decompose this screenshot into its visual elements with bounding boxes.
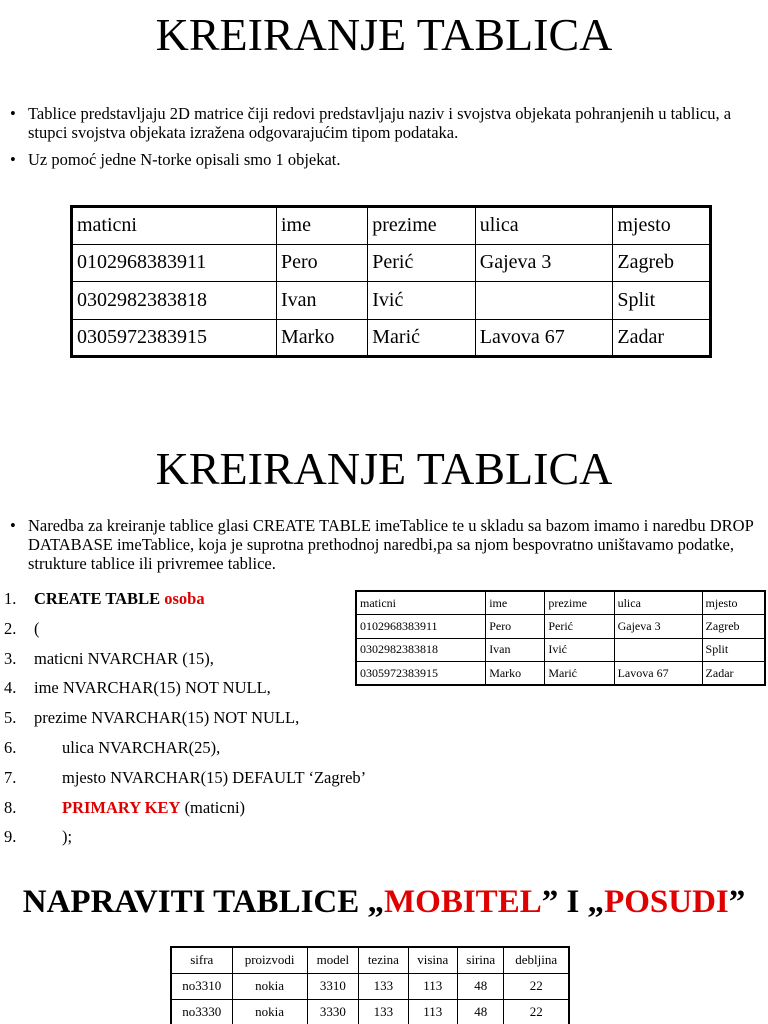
table-header-cell: ime (486, 591, 545, 615)
table-header-cell: ulica (614, 591, 702, 615)
table-cell: Perić (368, 244, 475, 282)
table-cell: nokia (232, 999, 307, 1024)
code-line (4, 649, 366, 679)
table-cell: Zadar (613, 319, 711, 357)
table-cell: no3330 (171, 999, 232, 1024)
table-cell: Ivan (486, 638, 545, 662)
code-line (4, 827, 366, 857)
table-header-cell: sifra (171, 947, 232, 973)
table-cell: 0302982383818 (72, 282, 277, 320)
title-mobitel: MOBITEL (384, 884, 542, 920)
bullet-text: Naredba za kreiranje tablice glasi CREATE TABLE imeTablice te u skladu sa bazom imamo i naredbu DROP DATABASE imeTablice, koja je suprotna prethodnoj naredbi,pa sa njom bespovratno uništavamo podatke, strukture tablice ili privremee tablice. (28, 516, 754, 573)
line-number: 5. (4, 708, 17, 728)
table-header-cell: visina (408, 947, 457, 973)
table-row (171, 973, 569, 999)
table-header-cell: maticni (356, 591, 486, 615)
table-cell: Gajeva 3 (614, 615, 702, 639)
code-line (4, 768, 366, 798)
table-row (356, 662, 765, 686)
bullet-dot-icon: • (10, 516, 16, 535)
bullet-item (8, 516, 760, 573)
code-keyword-primary-key: PRIMARY KEY (62, 797, 181, 817)
table-cell: Marko (486, 662, 545, 686)
table-header-cell: sirina (458, 947, 504, 973)
slide1-title: KREIRANJE TABLICA (155, 9, 613, 60)
table-cell: 3330 (307, 999, 358, 1024)
table-cell: 0102968383911 (72, 244, 277, 282)
table-cell (614, 638, 702, 662)
osoba-table-small (355, 590, 766, 686)
bullet-item (8, 104, 760, 142)
code-line (4, 708, 366, 738)
table-cell: 48 (458, 999, 504, 1024)
table-cell: Ivan (277, 282, 368, 320)
title-text: ” I „ (541, 884, 605, 920)
table-cell: 3310 (307, 973, 358, 999)
table-header-cell: mjesto (613, 207, 711, 245)
title-text: ” (728, 884, 746, 920)
table-header-cell: debljina (504, 947, 569, 973)
table-row (72, 319, 711, 357)
table-cell: 22 (504, 973, 569, 999)
table-cell (475, 282, 613, 320)
code-text: mjesto NVARCHAR(15) DEFAULT ‘Zagreb’ (62, 767, 367, 787)
title-text: NAPRAVITI TABLICE „ (22, 884, 385, 920)
table-cell: Marić (545, 662, 614, 686)
table-row (356, 638, 765, 662)
table-cell: 22 (504, 999, 569, 1024)
line-number: 9. (4, 827, 17, 847)
table-cell: Lavova 67 (614, 662, 702, 686)
code-keyword: CREATE TABLE (34, 589, 165, 608)
bullet-item (8, 150, 760, 169)
table-cell: Pero (486, 615, 545, 639)
table-header-cell: model (307, 947, 358, 973)
table-cell: nokia (232, 973, 307, 999)
table-cell: Split (613, 282, 711, 320)
table-cell: 0302982383818 (356, 638, 486, 662)
code-text: ); (62, 827, 73, 847)
table-cell: Split (702, 638, 765, 662)
code-line (4, 678, 366, 708)
line-number: 1. (4, 589, 17, 608)
mobitel-table (170, 946, 570, 1024)
bullet-text: Uz pomoć jedne N-torke opisali smo 1 objekat. (28, 150, 341, 169)
table-cell: 133 (359, 999, 408, 1024)
table-cell: Marko (277, 319, 368, 357)
line-number: 3. (4, 648, 17, 668)
table-cell: Pero (277, 244, 368, 282)
table-name-osoba: osoba (164, 589, 205, 608)
table-header-cell: maticni (72, 207, 277, 245)
table-header-cell: ulica (475, 207, 613, 245)
table-header-row (72, 207, 711, 245)
table-cell: Zagreb (702, 615, 765, 639)
code-line (4, 738, 366, 768)
table-cell: 0102968383911 (356, 615, 486, 639)
code-line (4, 619, 366, 649)
title-posudi: POSUDI (604, 884, 729, 920)
table-header-cell: ime (277, 207, 368, 245)
table-cell: Perić (545, 615, 614, 639)
code-text: (maticni) (180, 797, 246, 817)
osoba-table-large (70, 205, 712, 358)
table-cell: 0305972383915 (356, 662, 486, 686)
table-cell: Lavova 67 (475, 319, 613, 357)
table-row (356, 615, 765, 639)
table-header-cell: proizvodi (232, 947, 307, 973)
code-text: ime NVARCHAR(15) NOT NULL, (34, 678, 271, 698)
code-text: ( (34, 618, 40, 638)
line-number: 4. (4, 678, 17, 698)
table-row (72, 244, 711, 282)
line-number: 6. (4, 737, 17, 757)
sql-code-listing (4, 589, 366, 857)
slide3-title (0, 880, 768, 924)
table-cell: 113 (408, 999, 457, 1024)
code-line (4, 798, 366, 828)
bullet-dot-icon: • (10, 104, 16, 123)
bullet-text: Tablice predstavljaju 2D matrice čiji redovi predstavljaju naziv i svojstva objekata pohranjenih u tablicu, a stupci svojstva objekata izražena odgovarajućim tipom podataka. (28, 104, 732, 142)
table-row (171, 999, 569, 1024)
line-number: 8. (4, 797, 17, 817)
table-cell: Marić (368, 319, 475, 357)
table-cell: Zadar (702, 662, 765, 686)
table-cell: 48 (458, 973, 504, 999)
table-cell: no3310 (171, 973, 232, 999)
table-cell: 113 (408, 973, 457, 999)
table-header-cell: prezime (368, 207, 475, 245)
table-header-row (356, 591, 765, 615)
table-cell: Zagreb (613, 244, 711, 282)
code-text: ulica NVARCHAR(25), (62, 737, 221, 757)
table-row (72, 282, 711, 320)
line-number: 7. (4, 767, 17, 787)
bullet-dot-icon: • (10, 150, 16, 169)
table-cell: Ivić (545, 638, 614, 662)
table-cell: Gajeva 3 (475, 244, 613, 282)
slide1-bullets (8, 104, 760, 177)
code-line (4, 589, 366, 619)
table-cell: 0305972383915 (72, 319, 277, 357)
table-cell: 133 (359, 973, 408, 999)
table-header-cell: tezina (359, 947, 408, 973)
code-text: prezime NVARCHAR(15) NOT NULL, (34, 708, 300, 728)
code-text: maticni NVARCHAR (15), (34, 648, 214, 668)
slide2-title: KREIRANJE TABLICA (155, 443, 613, 494)
table-header-cell: prezime (545, 591, 614, 615)
line-number: 2. (4, 618, 17, 638)
table-header-cell: mjesto (702, 591, 765, 615)
table-header-row (171, 947, 569, 973)
table-cell: Ivić (368, 282, 475, 320)
slide2-bullets (8, 516, 760, 581)
